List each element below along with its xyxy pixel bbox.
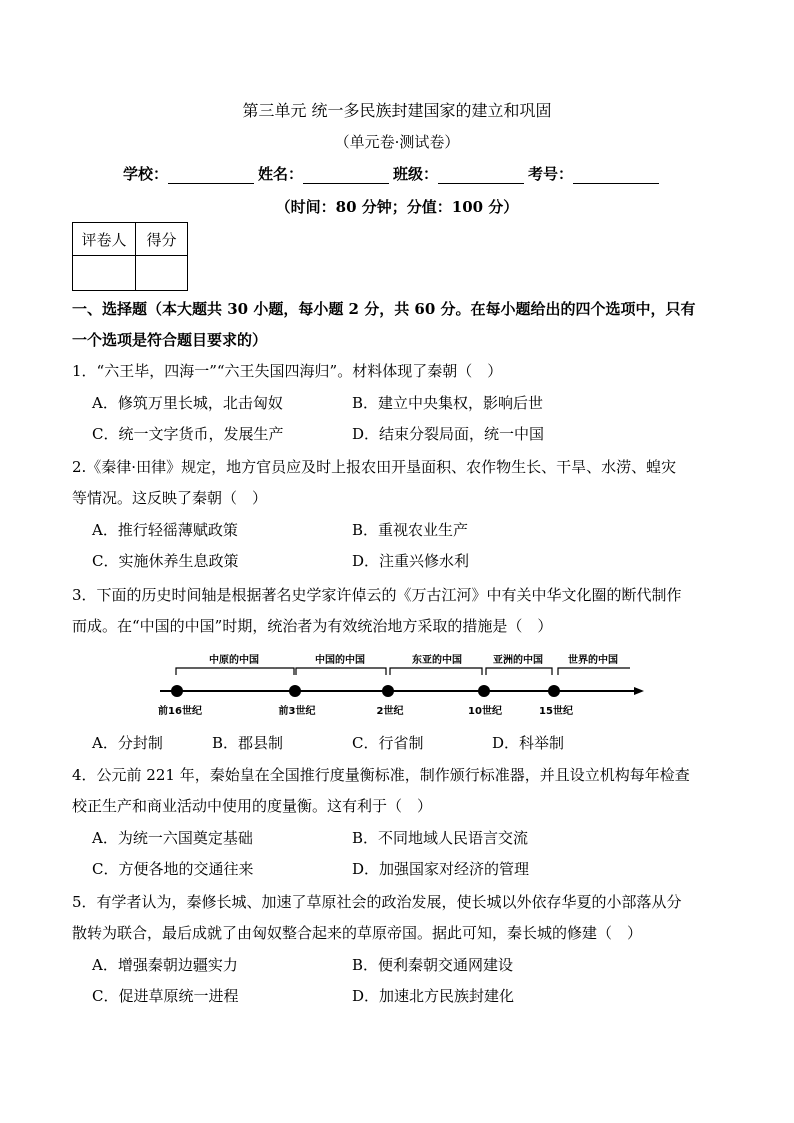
question-2-options (92, 515, 732, 577)
question-5-option-d[interactable]: D．加速北方民族封建化 (352, 987, 515, 1005)
question-3-option-a[interactable]: A．分封制 (92, 734, 163, 752)
question-3-option-b[interactable]: B．郡县制 (212, 734, 284, 752)
period-bracket-3 (390, 668, 482, 675)
question-4 (72, 760, 724, 822)
name-field[interactable] (303, 167, 389, 184)
point-label-2: 前3世纪 (278, 706, 316, 717)
question-5-stem-line-2: 散转为联合，最后成就了由匈奴整合起来的草原帝国。据此可知，秦长城的修建（ ） (72, 924, 643, 942)
period-bracket-4 (486, 668, 552, 675)
question-4-option-d[interactable]: D．加强国家对经济的管理 (352, 860, 530, 878)
school-field[interactable] (168, 167, 254, 184)
question-4-stem-line-2: 校正生产和商业活动中使用的度量衡。这有利于（ ） (72, 797, 433, 815)
time-score-info: （时间：80 分钟；分值：100 分） (275, 198, 519, 216)
page-title: 第三单元 统一多民族封建国家的建立和巩固 (242, 101, 552, 120)
grader-header: 评卷人 (73, 223, 136, 256)
question-1-option-a[interactable]: A．修筑万里长城，北击匈奴 (92, 394, 283, 412)
question-2 (72, 452, 724, 514)
question-5-stem-line-1: 5．有学者认为，秦修长城、加速了草原社会的政治发展，使长城以外依存华夏的小部落从分 (72, 893, 682, 911)
page-subtitle: （单元卷·测试卷） (334, 133, 460, 151)
class-field[interactable] (438, 167, 524, 184)
point-label-3: 2世纪 (376, 706, 404, 717)
point-label-1: 前16世纪 (158, 706, 202, 717)
question-4-option-a[interactable]: A．为统一六国奠定基础 (92, 829, 253, 847)
question-2-stem-line-2: 等情况。这反映了秦朝（ ） (72, 489, 268, 507)
question-4-stem-line-1: 4．公元前 221 年，秦始皇在全国推行度量衡标准，制作颁行标准器，并且设立机构每年检查 (72, 766, 690, 784)
question-2-option-b[interactable]: B．重视农业生产 (352, 521, 469, 539)
exam-number-label: 考号： (528, 165, 574, 183)
question-3-option-c[interactable]: C．行省制 (352, 734, 424, 752)
question-3-options (92, 728, 564, 759)
question-2-option-a[interactable]: A．推行轻徭薄赋政策 (92, 521, 238, 539)
point-label-5: 15世纪 (539, 706, 573, 717)
period-label-4: 亚洲的中国 (493, 655, 543, 666)
period-label-1: 中原的中国 (209, 655, 259, 666)
question-3-option-d[interactable]: D．科举制 (492, 734, 565, 752)
question-1-options (92, 388, 732, 450)
question-1-option-b[interactable]: B．建立中央集权，影响后世 (352, 394, 544, 412)
timeline-point-5 (548, 685, 560, 697)
timeline-arrowhead (634, 687, 644, 695)
point-label-4: 10世纪 (468, 706, 502, 717)
timeline-svg (150, 648, 650, 723)
question-1-option-c[interactable]: C．统一文字货币，发展生产 (92, 425, 284, 443)
question-3-stem-line-2: 而成。在“中国的中国”时期，统治者为有效统治地方采取的措施是（ ） (72, 617, 553, 635)
period-label-5: 世界的中国 (568, 655, 618, 666)
timeline-point-3 (382, 685, 394, 697)
period-bracket-2 (296, 668, 386, 675)
question-2-stem-line-1: 2.《秦律·田律》规定，地方官员应及时上报农田开垦面积、农作物生长、干旱、水涝、蝗灾 (72, 458, 677, 476)
period-label-2: 中国的中国 (315, 655, 365, 666)
timeline-point-2 (289, 685, 301, 697)
question-5-options (92, 950, 732, 1012)
question-1 (72, 356, 724, 387)
timeline-point-1 (171, 685, 183, 697)
exam-number-field[interactable] (573, 167, 659, 184)
history-timeline (150, 648, 650, 723)
period-bracket-1 (176, 668, 294, 675)
period-label-3: 东亚的中国 (412, 655, 462, 666)
question-5-option-c[interactable]: C．促进草原统一进程 (92, 987, 239, 1005)
section-heading (72, 294, 722, 356)
question-1-option-d[interactable]: D．结束分裂局面，统一中国 (352, 425, 545, 443)
question-4-option-c[interactable]: C．方便各地的交通往来 (92, 860, 254, 878)
school-label: 学校： (123, 165, 169, 183)
score-header: 得分 (136, 223, 188, 256)
question-3 (72, 580, 724, 642)
question-5-option-b[interactable]: B．便利秦朝交通网建设 (352, 956, 514, 974)
score-table (72, 222, 188, 291)
question-4-option-b[interactable]: B．不同地域人民语言交流 (352, 829, 529, 847)
section-heading-line-1: 一、选择题（本大题共 30 小题，每小题 2 分，共 60 分。在每小题给出的四个选项中，只有 (72, 300, 696, 318)
question-5-option-a[interactable]: A．增强秦朝边疆实力 (92, 956, 238, 974)
question-2-option-d[interactable]: D．注重兴修水利 (352, 552, 470, 570)
student-info-line (123, 163, 663, 184)
question-2-option-c[interactable]: C．实施休养生息政策 (92, 552, 239, 570)
question-5 (72, 887, 724, 949)
name-label: 姓名： (258, 165, 304, 183)
score-cell[interactable] (136, 256, 188, 291)
period-bracket-5 (558, 668, 630, 675)
class-label: 班级： (393, 165, 439, 183)
question-3-stem-line-1: 3．下面的历史时间轴是根据著名史学家许倬云的《万古江河》中有关中华文化圈的断代制作 (72, 586, 682, 604)
grader-cell[interactable] (73, 256, 136, 291)
section-heading-line-2: 一个选项是符合题目要求的） (72, 331, 268, 349)
question-4-options (92, 823, 732, 885)
question-1-stem: 1．“六王毕，四海一”“六王失国四海归”。材料体现了秦朝（ ） (72, 362, 503, 380)
timeline-point-4 (478, 685, 490, 697)
